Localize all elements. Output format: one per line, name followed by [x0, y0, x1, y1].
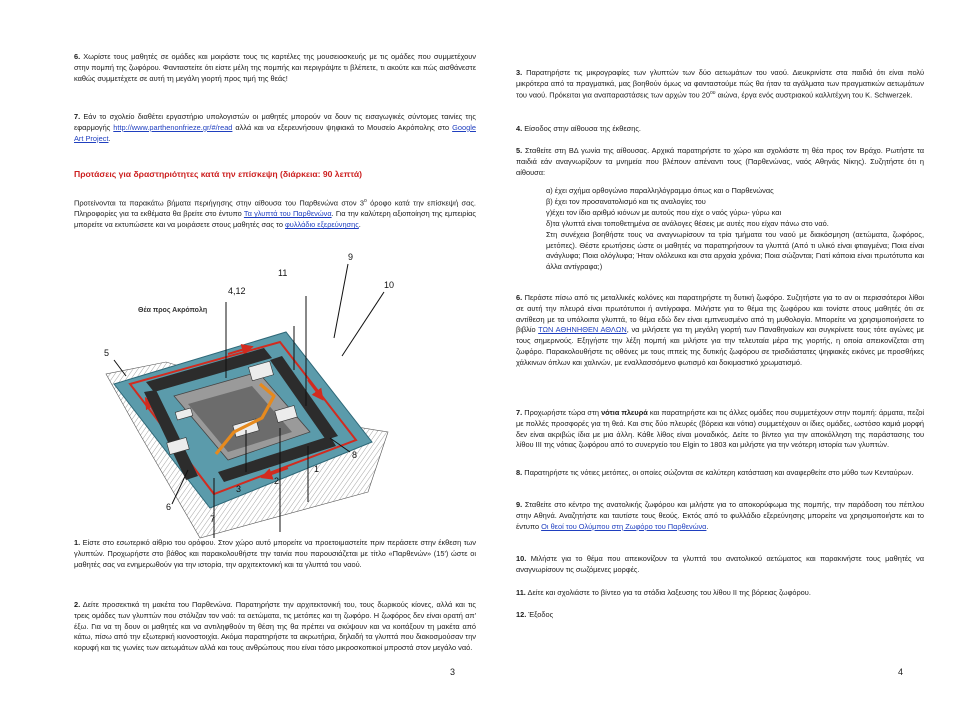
- item-text: Σταθείτε στο κέντρο της ανατολικής ζωφόρου και μιλήστε για το αποκορύφωμα της πομπής, την παράδοση του πέπλου στην Αθηνά. Αναζητήστε και ταυτίστε τους θεούς. Εκτός από το φυλλάδιο εξερεύνησης μπορείτε να χρησιμοποιήστε και το έντυπο: [516, 500, 924, 531]
- right-page: [500, 48, 932, 684]
- item-text: Περάστε πίσω από τις μεταλλικές κολόνες και παρατηρήστε τη δυτική ζωφόρο. Συζητήστε για το αν οι περισσότεροι λίθοι σε αυτή την πλευρά είναι πρωτότυποι ή αντίγραφα. Μιλήστε για το θέμα της ζωφόρου και τονίστε στους μαθητές ότι σε αντίθεση με τα υπόλοιπα γλυπτά, το θέμα εδώ δεν είναι εμπνευσμένο από τη μυθολογία. Μπορείτε να χρησιμοποιήσετε το βιβλίο: [516, 293, 924, 335]
- callout-4-12: 4,12: [228, 286, 246, 296]
- athlon-book-link[interactable]: ΤΩΝ ΑΘΗΝΗΘΕΝ ΑΘΛΩΝ: [538, 325, 627, 335]
- item-number: 6.: [516, 293, 523, 302]
- gallery-floor-plan: [48, 246, 480, 546]
- intro-text: Προτείνονται τα παρακάτω βήματα περιήγησης στην αίθουσα του Παρθενώνα στον 3: [74, 198, 365, 208]
- item-number: 12.: [516, 610, 527, 619]
- continuation-text: Στη συνέχεια βοηθήστε τους να αναγνωρίσουν τα τρία τμήματα του ναού με διακόσμηση (αετώματα, ζωφόρος, μετόπες). Θέστε ερωτήσεις ώστε οι μαθητές να παρατηρήσουν τα γλυπτά (Από τι υλικό είναι φτιαγμένα; Ποια είναι ανάγλυφα; Ποια ολόγλυφα; Ήταν ολόλευκα και στα αρχαία χρόνια; Ποια σώζονται; Γιατί κάποια είναι πρωτότυπα και άλλα αντίγραφα;): [546, 229, 924, 272]
- south-side-emphasis: νότια πλευρά: [601, 408, 648, 417]
- item-text: , να μιλήσετε για τη μεγάλη γιορτή των Παναθηναίων και συγκρίνετε τους τότε αγώνες με τους σημερινούς. Εξηγήστε την λέξη πομπή και μιλήστε για την τελευταία μέρα της γιορτής, η οποία απεικονίζεται στη ζωφόρο. Παρακολουθήστε τις οθόνες με τους ιππείς της δυτικής ζωφόρου σε τρισδιάστατες ψηφιακές εικόνες με προσθήκες χάλκινων όπλων και χαλινών, με εναλλασσόμενο φωτισμό και δοκιμαστικό χρωματισμό.: [516, 325, 924, 367]
- item-text: Δείτε προσεκτικά τη μακέτα του Παρθενώνα. Παρατηρήστε την αρχιτεκτονική του, τους δωρικούς κίονες, αλλά και τις τρεις ομάδες των γλυπτών που στόλιζαν τον ναό: τα αετώματα, τις μετόπες και τη ζωφόρο. Η ζωφόρος δεν είναι ορατή απ' έξω. Για να τη δουν οι μαθητές και να αντιληφθούν τη θέση της θα πρέπει να σκύψουν και να κοιτάξουν τη μακέτα από κάτω, πίσω από την εξωτερική κιονοστοιχία. Ακόμα παρατηρήστε τα ακρωτήρια, δηλαδή τα γλυπτά που διακοσμούσαν την κορυφή και τις γωνίες των αετωμάτων αλλά και τους ανθρώπους που είναι τόσο μικροσκοπικοί μπροστά στον μεγάλο ναό.: [74, 600, 476, 653]
- right-item-7: [516, 408, 924, 451]
- callout-9: 9: [348, 252, 354, 262]
- punctuation: .: [706, 521, 709, 531]
- intro-text: . Για την καλύτερη αξιοποίηση της εμπειρίας μπορείτε να εκτυπώσετε και να μοιράσετε στους μαθητές σας το: [74, 209, 476, 230]
- left-item-6: [74, 52, 476, 84]
- item-text: Χωρίστε τους μαθητές σε ομάδες και μοιράστε τους τις καρτέλες της μουσειοσκευής με τις ομάδες που συμμετέχουν στην πομπή της ζωφόρου. Φανταστείτε ότι είστε μέλη της πομπής και περιγράψτε τι βλέπετε, τι ακούτε και πώς αισθάνεστε καθώς συμμετέχετε σε αυτή τη μεγάλη γιορτή προς τιμή της θεάς!: [74, 52, 477, 83]
- visit-intro: [74, 198, 476, 231]
- punctuation: .: [358, 220, 361, 230]
- item-number: 7.: [74, 112, 81, 121]
- item-text: Έξοδος: [528, 610, 554, 619]
- exploration-leaflet-link[interactable]: φυλλάδιο εξερεύνησης: [285, 220, 359, 230]
- callout-7: 7: [210, 514, 216, 524]
- google-art-project-link[interactable]: Google Art Project: [74, 122, 476, 143]
- sculptures-booklet-link[interactable]: Τα γλυπτά του Παρθενώνα: [243, 209, 332, 219]
- item-number: 9.: [516, 500, 523, 509]
- item-text: αλλά και να εξερευνήσουν ψηφιακά το Μουσείο Ακρόπολης στο: [235, 122, 450, 132]
- superscript: ο: [364, 198, 367, 204]
- superscript: ου: [709, 89, 716, 96]
- item-number: 4.: [516, 124, 523, 133]
- parthenon-frieze-link[interactable]: http://www.parthenonfrieze.gr/#/read: [113, 122, 233, 132]
- room-features-list: [516, 186, 924, 229]
- left-page: [48, 48, 480, 684]
- page-number: 3: [450, 667, 456, 677]
- right-item-6: [516, 293, 924, 369]
- item-number: 5.: [516, 146, 523, 155]
- list-item: γ)έχει τον ίδιο αριθμό κιόνων με αυτούς που είχε ο ναός γύρω- γύρω και: [546, 208, 782, 218]
- left-item-1: [74, 538, 476, 570]
- right-item-12: [516, 610, 924, 621]
- right-item-10: [516, 554, 924, 576]
- item-text: Είστε στο εσωτερικό αίθριο του ορόφου. Στον χώρο αυτό μπορείτε να προετοιμαστείτε πριν περάσετε στην έκθεση των γλυπτών. Προχωρήστε στο βάθος και παρακολουθήστε την ταινία που παρουσιάζεται με τίτλο «Παρθενών» (15') ώστε οι μαθητές σας να ενημερωθούν για την ιστορία, την αρχιτεκτονική και τα γλυπτά του ναού.: [74, 538, 476, 569]
- right-item-4: [516, 124, 924, 135]
- item-text: Παρατηρήστε τις νότιες μετόπες, οι οποίες σώζονται σε καλύτερη κατάσταση και αναφερθείτε στο μύθο των Κενταύρων.: [524, 468, 914, 477]
- item-text: Παρατηρήστε τις μικρογραφίες των γλυπτών των δύο αετωμάτων του ναού. Διευκρινίστε στα παιδιά ότι είναι πολύ μικρότερα από τα πραγματικά, μας βοηθούν όμως να φανταστούμε πώς θα ήταν τα αγάλματα των πραγματικών αετωμάτων του ναού. Πρόκειται για αναπαραστάσεις των αρχών του 20: [516, 68, 924, 100]
- list-item: δ)τα γλυπτά είναι τοποθετημένα σε ανάλογες θέσεις με αυτές που είχαν πάνω στο ναό.: [546, 218, 829, 228]
- item-text: Δείτε και σχολιάστε το βίντεο για τα στάδια λαξευσης του λίθου ΙΙ της βόρειας ζωφόρου.: [527, 588, 811, 597]
- punctuation: .: [108, 133, 111, 143]
- item-number: 7.: [516, 408, 523, 417]
- item-text: Προχωρήστε τώρα στη: [524, 408, 599, 417]
- item-number: 11.: [516, 588, 526, 597]
- list-item: α) έχει σχήμα ορθογώνιο παραλληλόγραμμο όπως και ο Παρθενώνας: [546, 186, 774, 196]
- left-item-7: [74, 112, 476, 144]
- left-item-2: [74, 600, 476, 654]
- item-number: 2.: [74, 600, 81, 609]
- item-number: 10.: [516, 554, 527, 563]
- item-text: Είσοδος στην αίθουσα της έκθεσης.: [524, 124, 641, 133]
- right-item-5: [516, 146, 924, 273]
- item-number: 1.: [74, 538, 81, 547]
- right-item-11: [516, 588, 924, 599]
- item-text: αιώνα, έργα ενός αυστριακού καλλιτέχνη του K. Schwerzek.: [717, 90, 913, 100]
- item-number: 6.: [74, 52, 81, 61]
- page-number: 4: [898, 667, 904, 677]
- item-number: 3.: [516, 68, 523, 77]
- callout-5: 5: [104, 348, 110, 358]
- callout-3: 3: [236, 484, 242, 494]
- callout-10: 10: [384, 280, 395, 290]
- view-to-acropolis-label: Θέα προς Ακρόπολη: [138, 307, 208, 314]
- item-text: Μιλήστε για το θέμα που απεικονίζουν τα γλυπτά του ανατολικού αετώματος και παρακινήστε τους μαθητές να αναγνωρίσουν τις σωζόμενες μορφές.: [516, 554, 924, 574]
- item-text: και παρατηρήστε και τις άλλες ομάδες που συμμετέχουν στην πομπή: άρματα, πεζοί με πολλές προσφορές για τη θεά. Και στις δύο πλευρές (βόρεια και νότια) συμμετέχουν οι ίδιες ομάδες, ωστόσο καμιά μορφή δεν είναι ακριβώς ίδια με μια άλλη. Κάθε λίθος είναι μοναδικός. Δείτε το βίντεο για την αποκόλληση της παράστασης του λίθου ΙΙΙ της νότιας ζωφόρου από το συνεργείο του Elgin το 1803 και μιλήστε για την νεότερη ιστορία των γλυπτών.: [516, 408, 924, 450]
- item-text: Σταθείτε στη ΒΔ γωνία της αίθουσας. Αρχικά παρατηρήστε το χώρο και σχολιάστε τη θέα προς τον Βράχο. Ρωτήστε τα παιδιά εάν αναγνωρίζουν τα μνημεία που βλέπουν απέναντι τους (Παρθενώνας, ναός Αθηνάς Νίκης). Συζητήστε ότι η αίθουσα:: [516, 146, 925, 177]
- pointer-line: [334, 264, 348, 338]
- right-item-8: [516, 468, 924, 479]
- olympian-gods-booklet-link[interactable]: Οι θεοί του Ολύμπου στη Ζωφόρο του Παρθενώνα: [541, 521, 707, 531]
- callout-2: 2: [274, 476, 280, 486]
- list-item: β) έχει τον προσανατολισμό και τις αναλογίες του: [546, 197, 706, 207]
- item-text: Εάν το σχολείο διαθέτει εργαστήριο υπολογιστών οι μαθητές μπορούν να δουν τις εισαγωγικές σύντομες ταινίες της εφαρμογής: [74, 112, 476, 132]
- callout-11: 11: [278, 268, 288, 278]
- callout-1: 1: [314, 464, 320, 474]
- intro-text: όροφο κατά την επίσκεψή σας. Πληροφορίες για τα εκθέματα θα βρείτε στο έντυπο: [74, 198, 476, 219]
- pointer-line: [342, 292, 384, 356]
- callout-8: 8: [352, 450, 358, 460]
- right-item-3: [516, 68, 924, 101]
- callout-6: 6: [166, 502, 172, 512]
- right-item-9: [516, 500, 924, 532]
- visit-activities-heading: Προτάσεις για δραστηριότητες κατά την επίσκεψη (διάρκεια: 90 λεπτά): [74, 169, 362, 179]
- item-number: 8.: [516, 468, 523, 477]
